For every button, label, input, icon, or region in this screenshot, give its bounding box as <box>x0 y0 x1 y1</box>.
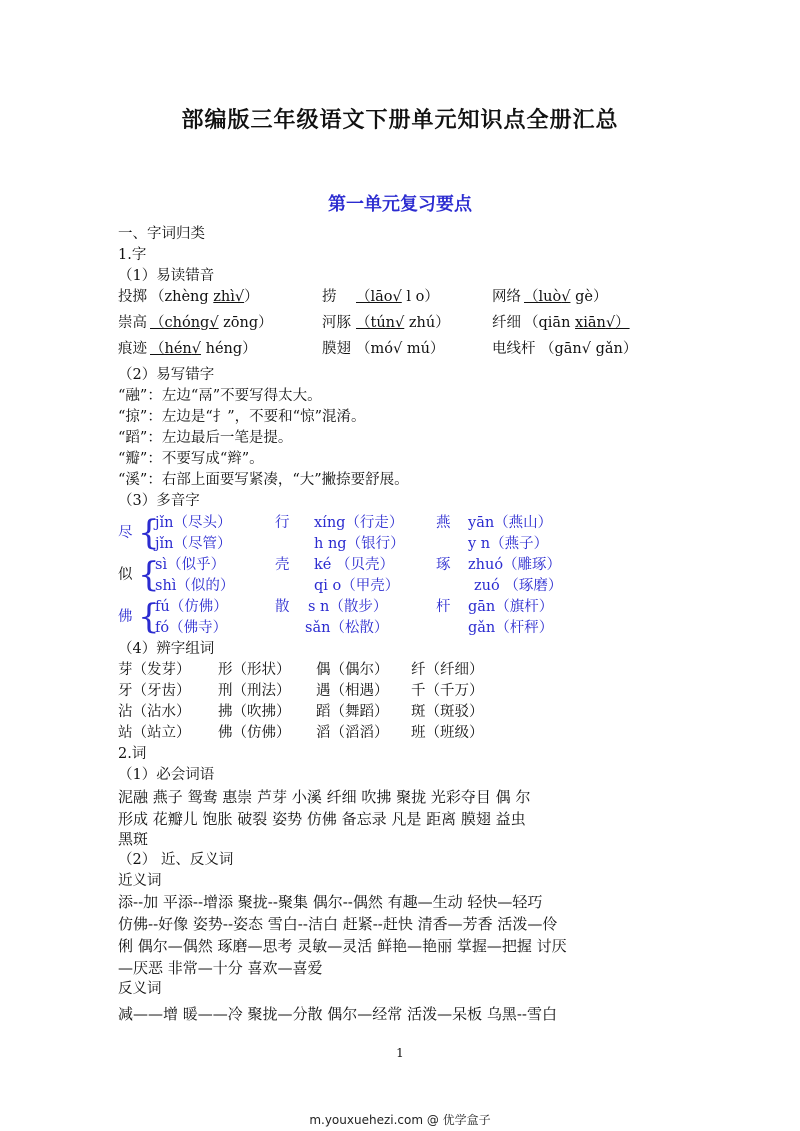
subsection-heading: 2.词 <box>118 746 147 762</box>
bianzi-item: 斑（斑驳） <box>411 704 484 720</box>
polyphone-reading: gān（旗杆） <box>468 599 554 615</box>
bianzi-item: 蹈（舞蹈） <box>316 704 389 720</box>
polyphone-reading: jǐn（尽头） <box>155 515 232 531</box>
polyphone-reading: xíng（行走） <box>314 515 404 531</box>
polyphone-reading: qi o（甲壳） <box>314 578 400 594</box>
polyphone-reading: zhuó（雕琢） <box>468 557 562 573</box>
pron-word: 河豚 <box>322 315 351 331</box>
write-note: “融”：左边“鬲”不要写得太大。 <box>118 388 322 404</box>
bianzi-item: 滔（滔滔） <box>316 725 389 741</box>
word-line: 形成 花瓣儿 饱胀 破裂 姿势 仿佛 备忘录 凡是 距离 膜翅 益虫 <box>118 810 526 828</box>
subsection-heading: （2） 近、反义词 <box>118 852 234 868</box>
subsection-heading: （2）易写错字 <box>118 367 215 383</box>
polyphone-reading: sǎn（松散） <box>305 620 389 636</box>
bianzi-item: 形（形状） <box>218 662 291 678</box>
pron-option: （tún√ zhú） <box>356 315 450 331</box>
pron-word: 捞 <box>322 289 337 305</box>
polyphone-reading: h ng（银行） <box>314 536 405 552</box>
brace-icon: { <box>138 555 160 595</box>
polyphone-reading: fú（仿佛） <box>155 599 228 615</box>
unit-title: 第一单元复习要点 <box>328 194 472 215</box>
polyphone-reading: yān（燕山） <box>468 515 553 531</box>
pron-option: （lāo√ l o） <box>356 289 439 305</box>
polyphone-reading: s n（散步） <box>308 599 388 615</box>
brace-icon: { <box>138 513 160 553</box>
subsection-heading: 1.字 <box>118 247 147 263</box>
bianzi-item: 拂（吹拂） <box>218 704 291 720</box>
polyphone-reading: gǎn（杆秤） <box>468 620 554 636</box>
polyphone-char: 行 <box>275 515 290 531</box>
word-line: 黑斑 <box>118 830 149 848</box>
polyphone-char: 琢 <box>436 557 451 573</box>
bianzi-item: 偶（偶尔） <box>316 662 389 678</box>
bianzi-item: 千（千万） <box>411 683 484 699</box>
polyphone-reading: ké （贝壳） <box>314 557 394 573</box>
document-title: 部编版三年级语文下册单元知识点全册汇总 <box>181 108 619 133</box>
bianzi-item: 纤（纤细） <box>411 662 484 678</box>
pron-word: 纤细 <box>492 315 521 331</box>
page-number: 1 <box>396 1046 404 1060</box>
synonym-line: 俐 偶尔—偶然 琢磨—思考 灵敏—灵活 鲜艳—艳丽 掌握—把握 讨厌 <box>118 937 567 955</box>
pron-option: （mó√ mú） <box>356 341 445 357</box>
write-note: “瓣”：不要写成“辫”。 <box>118 451 264 467</box>
brace-icon: { <box>138 597 160 637</box>
pron-word: 膜翅 <box>322 341 351 357</box>
synonym-label: 近义词 <box>118 873 162 889</box>
write-note: “掠”：左边是“扌”，不要和“惊”混淆。 <box>118 409 366 425</box>
antonym-line: 减——增 暖——冷 聚拢—分散 偶尔—经常 活泼—呆板 乌黑--雪白 <box>118 1005 557 1023</box>
pron-option: （luò√ gè） <box>524 289 608 305</box>
polyphone-char: 尽 <box>118 525 133 541</box>
synonym-line: —厌恶 非常—十分 喜欢—喜爱 <box>118 959 323 977</box>
bianzi-item: 芽（发芽） <box>118 662 191 678</box>
bianzi-item: 遇（相遇） <box>316 683 389 699</box>
write-note: “蹈”：左边最后一笔是提。 <box>118 430 293 446</box>
pron-word: 痕迹 <box>118 341 147 357</box>
polyphone-reading: zuó （琢磨） <box>474 578 563 594</box>
polyphone-char: 似 <box>118 567 133 583</box>
bianzi-item: 班（班级） <box>411 725 484 741</box>
polyphone-reading: shì（似的） <box>155 578 235 594</box>
pron-option: （hén√ héng） <box>150 341 257 357</box>
polyphone-char: 燕 <box>436 515 451 531</box>
polyphone-reading: jǐn（尽管） <box>155 536 232 552</box>
polyphone-char: 杆 <box>436 599 451 615</box>
synonym-line: 添--加 平添--增添 聚拢--聚集 偶尔--偶然 有趣—生动 轻快—轻巧 <box>118 893 543 911</box>
bianzi-item: 沾（沾水） <box>118 704 191 720</box>
bianzi-item: 佛（仿佛） <box>218 725 291 741</box>
pron-option: （qiān xiān√） <box>524 315 630 331</box>
bianzi-item: 刑（刑法） <box>218 683 291 699</box>
bianzi-item: 牙（牙齿） <box>118 683 191 699</box>
subsection-heading: （3）多音字 <box>118 493 200 509</box>
pron-option: （chóng√ zōng） <box>150 315 273 331</box>
synonym-line: 仿佛--好像 姿势--姿态 雪白--洁白 赶紧--赶快 清香—芳香 活泼—伶 <box>118 915 558 933</box>
subsection-heading: （4）辨字组词 <box>118 641 215 657</box>
subsection-heading: （1）必会词语 <box>118 767 215 783</box>
write-note: “溪”：右部上面要写紧凑，“大”撇捺要舒展。 <box>118 472 409 488</box>
pron-option: （gān√ gǎn） <box>540 341 638 357</box>
pron-word: 投掷 <box>118 289 147 305</box>
polyphone-reading: y n（燕子） <box>468 536 549 552</box>
bianzi-item: 站（站立） <box>118 725 191 741</box>
pron-word: 电线杆 <box>492 341 536 357</box>
polyphone-reading: sì（似乎） <box>155 557 226 573</box>
antonym-label: 反义词 <box>118 981 162 997</box>
pron-word: 崇高 <box>118 315 147 331</box>
polyphone-char: 壳 <box>275 557 290 573</box>
footer-watermark: m.youxuehezi.com @ 优学盒子 <box>309 1113 491 1127</box>
polyphone-char: 散 <box>275 599 290 615</box>
section-heading: 一、字词归类 <box>118 226 205 242</box>
pron-word: 网络 <box>492 289 521 305</box>
polyphone-char: 佛 <box>118 609 133 625</box>
word-line: 泥融 燕子 鸳鸯 惠崇 芦芽 小溪 纤细 吹拂 聚拢 光彩夺目 偶 尔 <box>118 788 531 806</box>
subsection-heading: （1）易读错音 <box>118 268 215 284</box>
pron-option: （zhèng zhì√） <box>150 289 259 305</box>
polyphone-reading: fó（佛寺） <box>155 620 228 636</box>
